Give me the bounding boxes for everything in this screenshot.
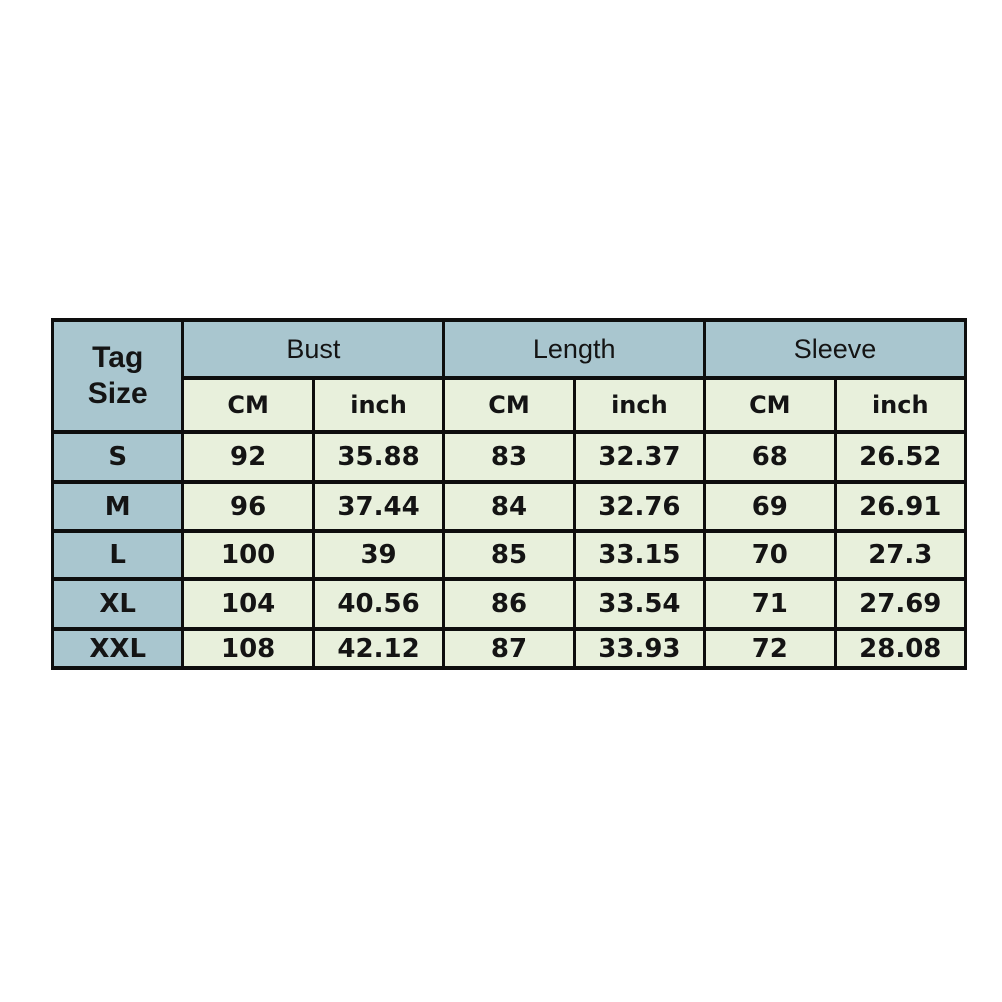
size-chart-table bbox=[51, 318, 967, 670]
table-row-l bbox=[53, 531, 966, 579]
tag-size-line1: Tag bbox=[92, 341, 144, 374]
data-cell: 104 bbox=[183, 579, 313, 629]
data-cell: 70 bbox=[705, 531, 835, 579]
data-cell: 33.93 bbox=[574, 629, 704, 668]
data-cell: 83 bbox=[444, 432, 574, 482]
data-cell: 39 bbox=[313, 531, 443, 579]
data-cell: 33.54 bbox=[574, 579, 704, 629]
size-label: XL bbox=[53, 579, 183, 629]
size-label: L bbox=[53, 531, 183, 579]
data-cell: 100 bbox=[183, 531, 313, 579]
table-row-xl bbox=[53, 579, 966, 629]
size-label: XXL bbox=[53, 629, 183, 668]
unit-header-bust-inch: inch bbox=[313, 378, 443, 432]
tag-size-line2: Size bbox=[87, 377, 148, 410]
size-label: S bbox=[53, 432, 183, 482]
data-cell: 27.69 bbox=[835, 579, 965, 629]
unit-header-row bbox=[53, 378, 966, 432]
data-cell: 32.37 bbox=[574, 432, 704, 482]
data-cell: 35.88 bbox=[313, 432, 443, 482]
unit-header-length-inch: inch bbox=[574, 378, 704, 432]
data-cell: 26.91 bbox=[835, 482, 965, 531]
data-cell: 28.08 bbox=[835, 629, 965, 668]
data-cell: 40.56 bbox=[313, 579, 443, 629]
data-cell: 108 bbox=[183, 629, 313, 668]
data-cell: 84 bbox=[444, 482, 574, 531]
data-cell: 26.52 bbox=[835, 432, 965, 482]
data-cell: 85 bbox=[444, 531, 574, 579]
data-cell: 33.15 bbox=[574, 531, 704, 579]
unit-header-bust-cm: CM bbox=[183, 378, 313, 432]
data-cell: 86 bbox=[444, 579, 574, 629]
data-cell: 69 bbox=[705, 482, 835, 531]
table-row-s bbox=[53, 432, 966, 482]
unit-header-length-cm: CM bbox=[444, 378, 574, 432]
data-cell: 32.76 bbox=[574, 482, 704, 531]
data-cell: 71 bbox=[705, 579, 835, 629]
size-label: M bbox=[53, 482, 183, 531]
unit-header-sleeve-inch: inch bbox=[835, 378, 965, 432]
table-row-m bbox=[53, 482, 966, 531]
data-cell: 92 bbox=[183, 432, 313, 482]
group-header-row bbox=[53, 320, 966, 378]
data-cell: 68 bbox=[705, 432, 835, 482]
data-cell: 27.3 bbox=[835, 531, 965, 579]
data-cell: 37.44 bbox=[313, 482, 443, 531]
data-cell: 87 bbox=[444, 629, 574, 668]
column-group-length: Length bbox=[444, 320, 705, 378]
table-row-xxl bbox=[53, 629, 966, 668]
data-cell: 42.12 bbox=[313, 629, 443, 668]
unit-header-sleeve-cm: CM bbox=[705, 378, 835, 432]
column-group-bust: Bust bbox=[183, 320, 444, 378]
column-group-sleeve: Sleeve bbox=[705, 320, 966, 378]
data-cell: 96 bbox=[183, 482, 313, 531]
tag-size-header-cell bbox=[53, 320, 183, 432]
data-cell: 72 bbox=[705, 629, 835, 668]
